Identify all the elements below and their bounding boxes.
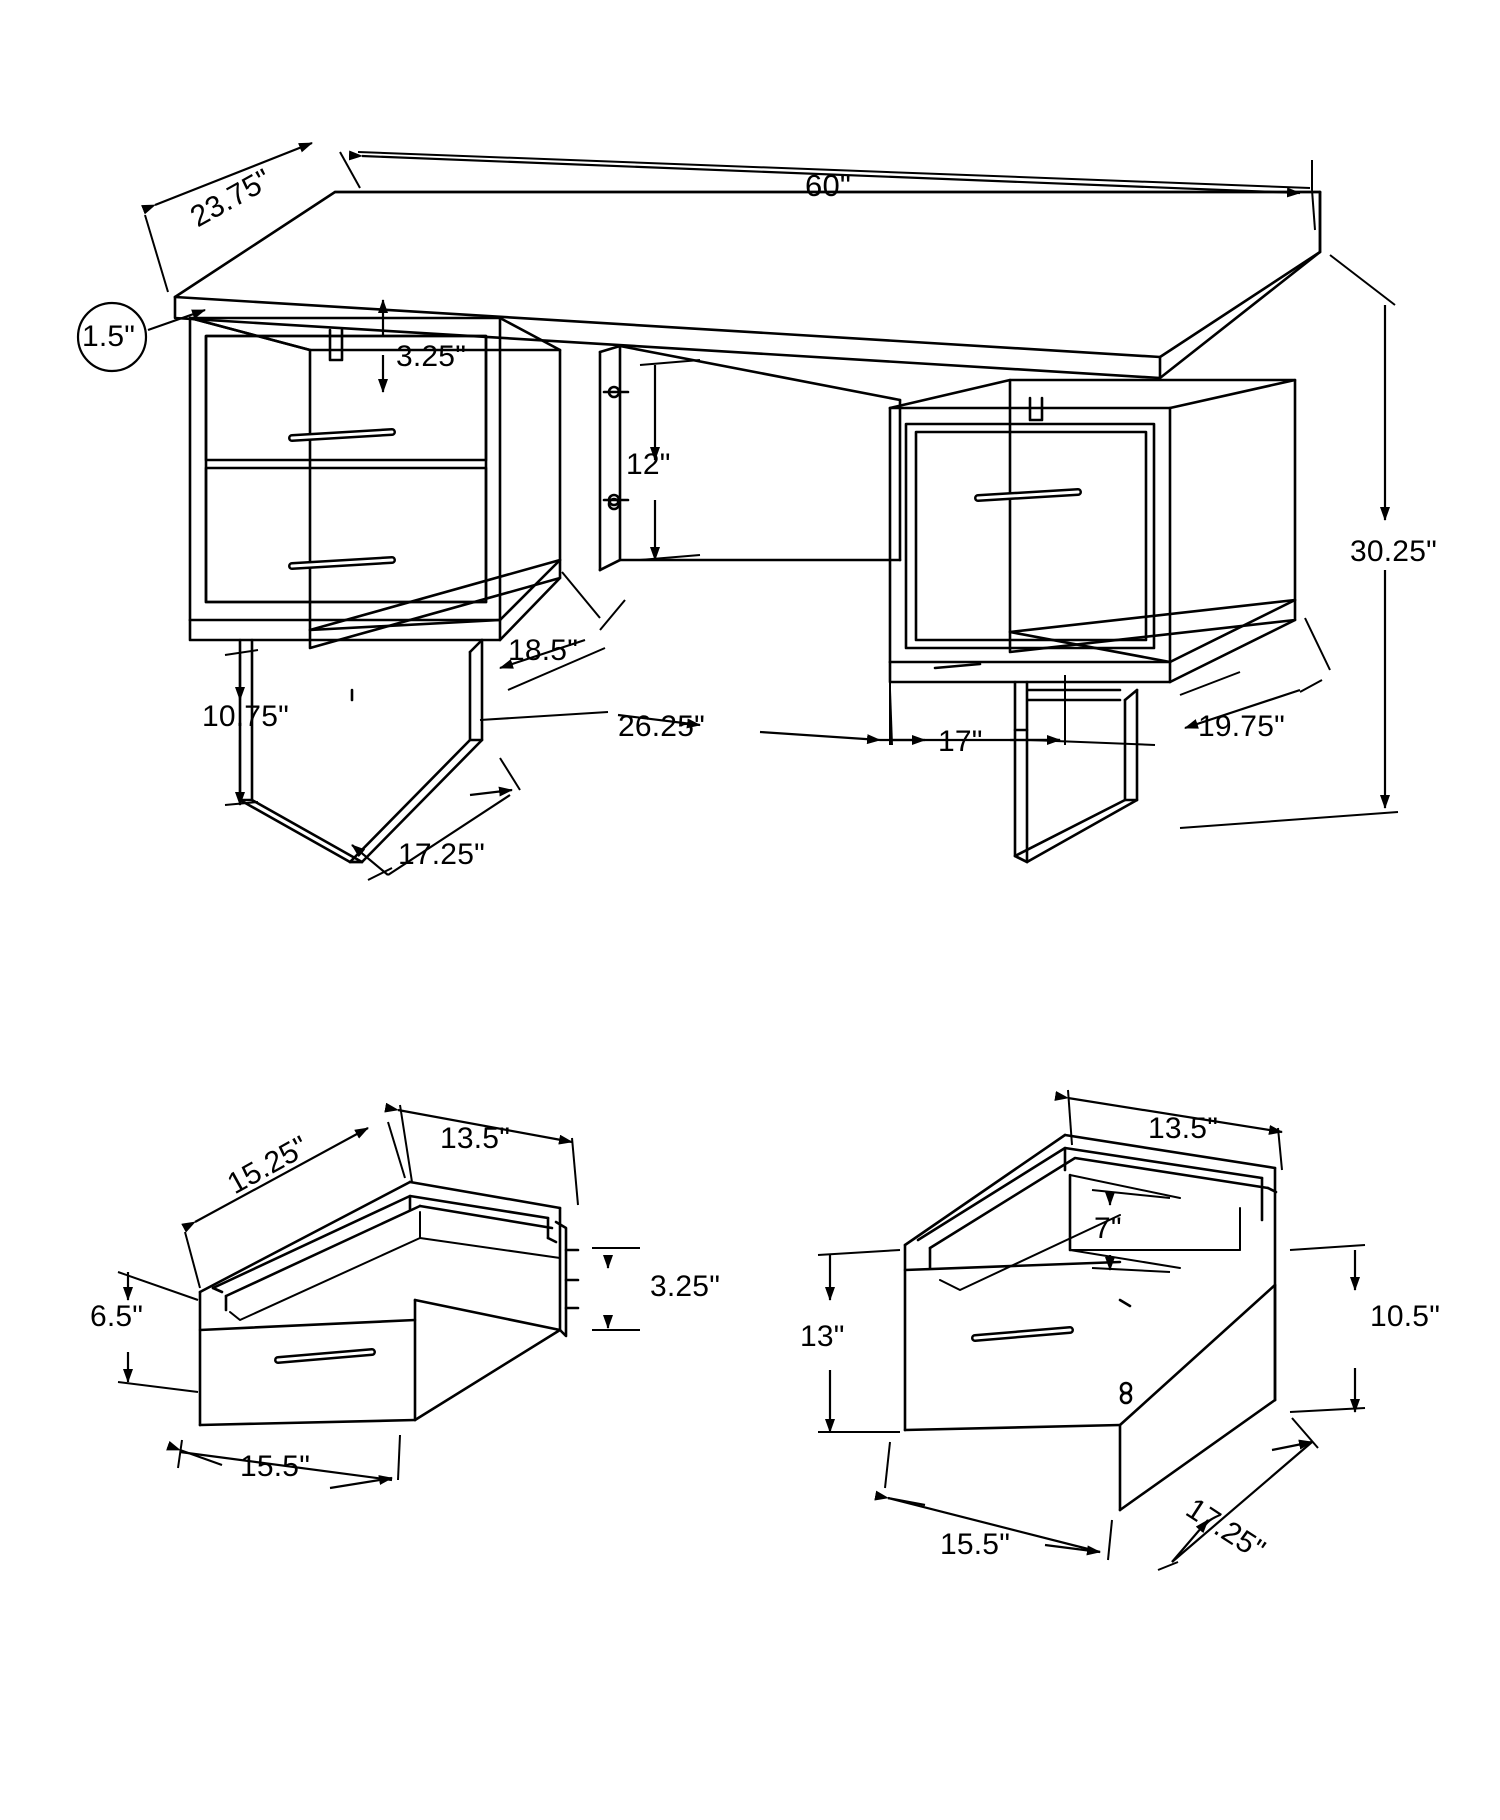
dim-label-depth-top: 23.75" [185,162,278,234]
dim-label-center-opening-width: 26.25" [618,710,705,743]
dim-label-left-leg-depth: 17.25" [398,838,485,871]
dim-label-large-drawer-box-height: 10.5" [1370,1300,1441,1333]
dim-label-drawer-gap: 3.25" [396,340,467,373]
dim-label-small-drawer-inner-width: 13.5" [440,1122,511,1155]
dim-label-width-top: 60" [805,168,852,203]
dim-label-left-cabinet-depth: 18.5" [508,634,579,667]
dim-label-large-drawer-face-width: 15.5" [940,1528,1011,1561]
dim-label-large-drawer-face-height: 13" [800,1320,845,1353]
dim-label-overall-height: 30.25" [1350,535,1437,568]
dim-label-leg-clearance-height: 10.75" [202,700,289,733]
dim-label-modesty-panel-height: 12" [626,448,671,481]
dim-label-top-thickness: 1.5" [82,320,136,353]
dim-label-large-drawer-side-depth: 17.25" [1180,1492,1271,1568]
dim-label-small-drawer-face-height: 6.5" [90,1300,144,1333]
dim-label-small-drawer-box-height: 3.25" [650,1270,721,1303]
dim-label-right-cabinet-depth: 19.75" [1198,710,1285,743]
dim-label-large-drawer-inner-height: 7" [1094,1212,1122,1245]
dim-label-small-drawer-side-depth: 15.25" [222,1129,315,1201]
dim-label-right-cabinet-width: 17" [938,725,983,758]
dim-label-small-drawer-face-width: 15.5" [240,1450,311,1483]
dim-label-large-drawer-inner-width: 13.5" [1148,1112,1219,1145]
